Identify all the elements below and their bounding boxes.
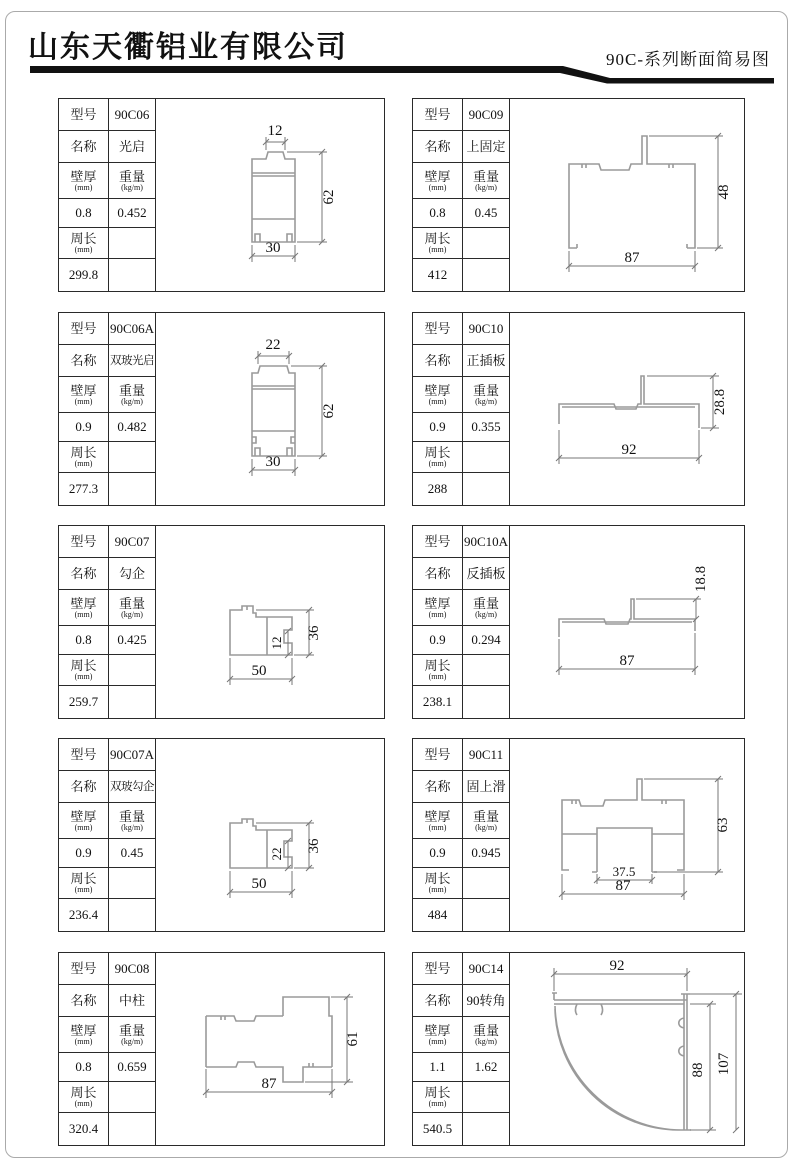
weight-value: 0.45 [109,839,156,868]
perimeter-value: 412 [413,259,463,291]
model-value: 90C07 [109,526,156,558]
svg-text:50: 50 [251,876,267,892]
empty-cell [109,1082,156,1113]
svg-text:36: 36 [306,625,322,641]
perimeter-label: 周长 (mm) [59,655,109,686]
model-label: 型号 [413,953,463,985]
spec-table [59,953,156,1145]
weight-value: 0.452 [109,199,156,228]
model-label: 型号 [59,99,109,131]
svg-text:12: 12 [269,636,284,650]
model-value: 90C09 [463,99,510,131]
svg-text:87: 87 [619,653,635,669]
perimeter-value: 288 [413,473,463,505]
spec-table [413,739,510,931]
weight-value: 0.355 [463,413,510,442]
svg-text:22: 22 [265,337,281,353]
svg-text:87: 87 [615,878,631,894]
spec-table [413,526,510,718]
model-value: 90C07A [109,739,156,771]
thickness-label: 壁厚 (mm) [59,590,109,626]
thickness-label: 壁厚 (mm) [59,163,109,199]
profile-outline [559,599,695,637]
svg-text:62: 62 [321,403,337,419]
svg-text:18.8: 18.8 [693,565,709,593]
thickness-label: 壁厚 (mm) [413,1017,463,1053]
name-value: 正插板 [463,345,510,377]
svg-text:87: 87 [624,250,640,266]
model-label: 型号 [413,313,463,345]
thickness-value: 0.8 [59,626,109,655]
svg-text:92: 92 [621,442,637,458]
model-label: 型号 [413,99,463,131]
dimensions [559,776,731,900]
thickness-value: 1.1 [413,1053,463,1082]
perimeter-label: 周长 (mm) [413,655,463,686]
svg-text:50: 50 [251,663,267,679]
weight-label: 重量 (kg/m) [109,1017,156,1053]
empty-cell [463,1113,510,1145]
perimeter-label: 周长 (mm) [413,442,463,473]
spec-table [59,99,156,291]
profile-card-90c10 [412,312,745,506]
name-value: 双玻勾企 [109,771,156,803]
perimeter-value: 299.8 [59,259,109,291]
empty-cell [109,228,156,259]
svg-text:107: 107 [716,1052,732,1076]
profile-card-90c07a [58,738,385,932]
empty-cell [109,1113,156,1145]
perimeter-value: 259.7 [59,686,109,718]
name-label: 名称 [59,985,109,1017]
profile-card-90c09 [412,98,745,292]
svg-text:63: 63 [715,817,731,833]
perimeter-value: 320.4 [59,1113,109,1145]
profile-drawing-90c08 [157,954,385,1146]
profile-card-90c14 [412,952,745,1146]
name-value: 90转角 [463,985,510,1017]
name-label: 名称 [59,345,109,377]
empty-cell [463,473,510,505]
perimeter-value: 236.4 [59,899,109,931]
svg-text:22: 22 [269,847,284,861]
weight-label: 重量 (kg/m) [463,803,510,839]
name-value: 勾企 [109,558,156,590]
weight-value: 0.659 [109,1053,156,1082]
name-value: 光启 [109,131,156,163]
name-value: 双玻光启 [109,345,156,377]
name-label: 名称 [413,771,463,803]
weight-value: 0.294 [463,626,510,655]
profile-outline [569,136,695,248]
weight-label: 重量 (kg/m) [109,163,156,199]
profile-outline [252,152,295,242]
model-label: 型号 [59,953,109,985]
svg-text:87: 87 [261,1076,277,1092]
thickness-value: 0.9 [413,839,463,868]
empty-cell [463,1082,510,1113]
name-label: 名称 [59,131,109,163]
thickness-value: 0.8 [59,1053,109,1082]
model-label: 型号 [413,739,463,771]
profile-card-90c10a [412,525,745,719]
profile-card-90c06 [58,98,385,292]
dimensions [249,337,337,476]
perimeter-label: 周长 (mm) [413,1082,463,1113]
model-label: 型号 [413,526,463,558]
perimeter-value: 484 [413,899,463,931]
name-value: 中柱 [109,985,156,1017]
profile-drawing-90c06 [157,100,385,292]
weight-value: 1.62 [463,1053,510,1082]
thickness-value: 0.8 [59,199,109,228]
name-value: 固上滑 [463,771,510,803]
svg-text:61: 61 [345,1031,361,1047]
thickness-label: 壁厚 (mm) [413,803,463,839]
svg-text:28.8: 28.8 [712,388,728,416]
svg-text:30: 30 [265,454,281,470]
perimeter-label: 周长 (mm) [413,228,463,259]
weight-label: 重量 (kg/m) [109,590,156,626]
model-value: 90C14 [463,953,510,985]
profile-outline [552,993,691,1130]
profile-card-90c07 [58,525,385,719]
name-value: 上固定 [463,131,510,163]
profile-card-90c08 [58,952,385,1146]
thickness-label: 壁厚 (mm) [413,377,463,413]
empty-cell [463,442,510,473]
thickness-label: 壁厚 (mm) [413,163,463,199]
name-label: 名称 [413,131,463,163]
model-value: 90C06A [109,313,156,345]
profile-outline [562,779,684,872]
empty-cell [463,655,510,686]
perimeter-label: 周长 (mm) [59,1082,109,1113]
profile-drawing-90c10 [511,314,745,506]
dimensions [249,123,337,262]
empty-cell [109,442,156,473]
thickness-label: 壁厚 (mm) [59,377,109,413]
model-label: 型号 [59,739,109,771]
perimeter-label: 周长 (mm) [59,868,109,899]
profile-drawing-90c06a [157,314,385,506]
perimeter-value: 277.3 [59,473,109,505]
dimensions [556,373,728,464]
name-label: 名称 [413,985,463,1017]
empty-cell [463,868,510,899]
series-title: 90C-系列断面简易图 [606,50,770,69]
profile-drawing-90c07a [157,740,385,932]
perimeter-label: 周长 (mm) [59,228,109,259]
perimeter-label: 周长 (mm) [413,868,463,899]
perimeter-value: 540.5 [413,1113,463,1145]
model-value: 90C08 [109,953,156,985]
spec-table [413,99,510,291]
weight-label: 重量 (kg/m) [463,1017,510,1053]
svg-text:37.5: 37.5 [612,864,636,879]
company-title: 山东天衢铝业有限公司 [28,31,348,64]
weight-value: 0.482 [109,413,156,442]
perimeter-value: 238.1 [413,686,463,718]
thickness-label: 壁厚 (mm) [413,590,463,626]
spec-table [59,526,156,718]
header-rule [0,64,800,88]
weight-label: 重量 (kg/m) [109,377,156,413]
spec-table [59,313,156,505]
profile-drawing-90c10a [511,527,745,719]
dimensions [203,994,361,1098]
svg-text:62: 62 [321,189,337,205]
thickness-value: 0.8 [413,199,463,228]
profile-outline [559,376,699,428]
profile-drawing-90c07 [157,527,385,719]
weight-label: 重量 (kg/m) [463,163,510,199]
spec-table [413,313,510,505]
empty-cell [109,899,156,931]
model-value: 90C11 [463,739,510,771]
weight-label: 重量 (kg/m) [463,590,510,626]
dimensions [566,133,732,272]
name-label: 名称 [59,558,109,590]
weight-label: 重量 (kg/m) [463,377,510,413]
name-label: 名称 [413,345,463,377]
svg-text:12: 12 [267,123,283,139]
svg-text:30: 30 [265,240,281,256]
model-value: 90C10 [463,313,510,345]
empty-cell [463,899,510,931]
empty-cell [109,473,156,505]
empty-cell [463,228,510,259]
svg-text:92: 92 [609,958,625,974]
empty-cell [109,868,156,899]
model-label: 型号 [59,526,109,558]
weight-label: 重量 (kg/m) [109,803,156,839]
spec-table [59,739,156,931]
empty-cell [463,259,510,291]
name-value: 反插板 [463,558,510,590]
weight-value: 0.45 [463,199,510,228]
perimeter-label: 周长 (mm) [59,442,109,473]
profile-drawing-90c09 [511,100,745,292]
thickness-value: 0.9 [413,626,463,655]
profile-outline [252,366,295,456]
profile-card-90c06a [58,312,385,506]
name-label: 名称 [59,771,109,803]
empty-cell [109,655,156,686]
thickness-label: 壁厚 (mm) [59,1017,109,1053]
profile-drawing-90c14 [511,954,745,1146]
weight-value: 0.425 [109,626,156,655]
thickness-value: 0.9 [413,413,463,442]
empty-cell [463,686,510,718]
profile-drawing-90c11 [511,740,745,932]
weight-value: 0.945 [463,839,510,868]
model-value: 90C06 [109,99,156,131]
dimensions [227,820,322,898]
model-label: 型号 [59,313,109,345]
dimensions [551,958,742,1133]
thickness-label: 壁厚 (mm) [59,803,109,839]
thickness-value: 0.9 [59,413,109,442]
svg-text:36: 36 [306,838,322,854]
model-value: 90C10A [463,526,510,558]
profile-card-90c11 [412,738,745,932]
spec-table [413,953,510,1145]
svg-text:48: 48 [716,184,732,200]
name-label: 名称 [413,558,463,590]
dimensions [227,607,322,685]
thickness-value: 0.9 [59,839,109,868]
empty-cell [109,259,156,291]
svg-text:88: 88 [690,1062,706,1078]
profile-outline [206,997,332,1082]
dimensions [556,566,709,675]
empty-cell [109,686,156,718]
